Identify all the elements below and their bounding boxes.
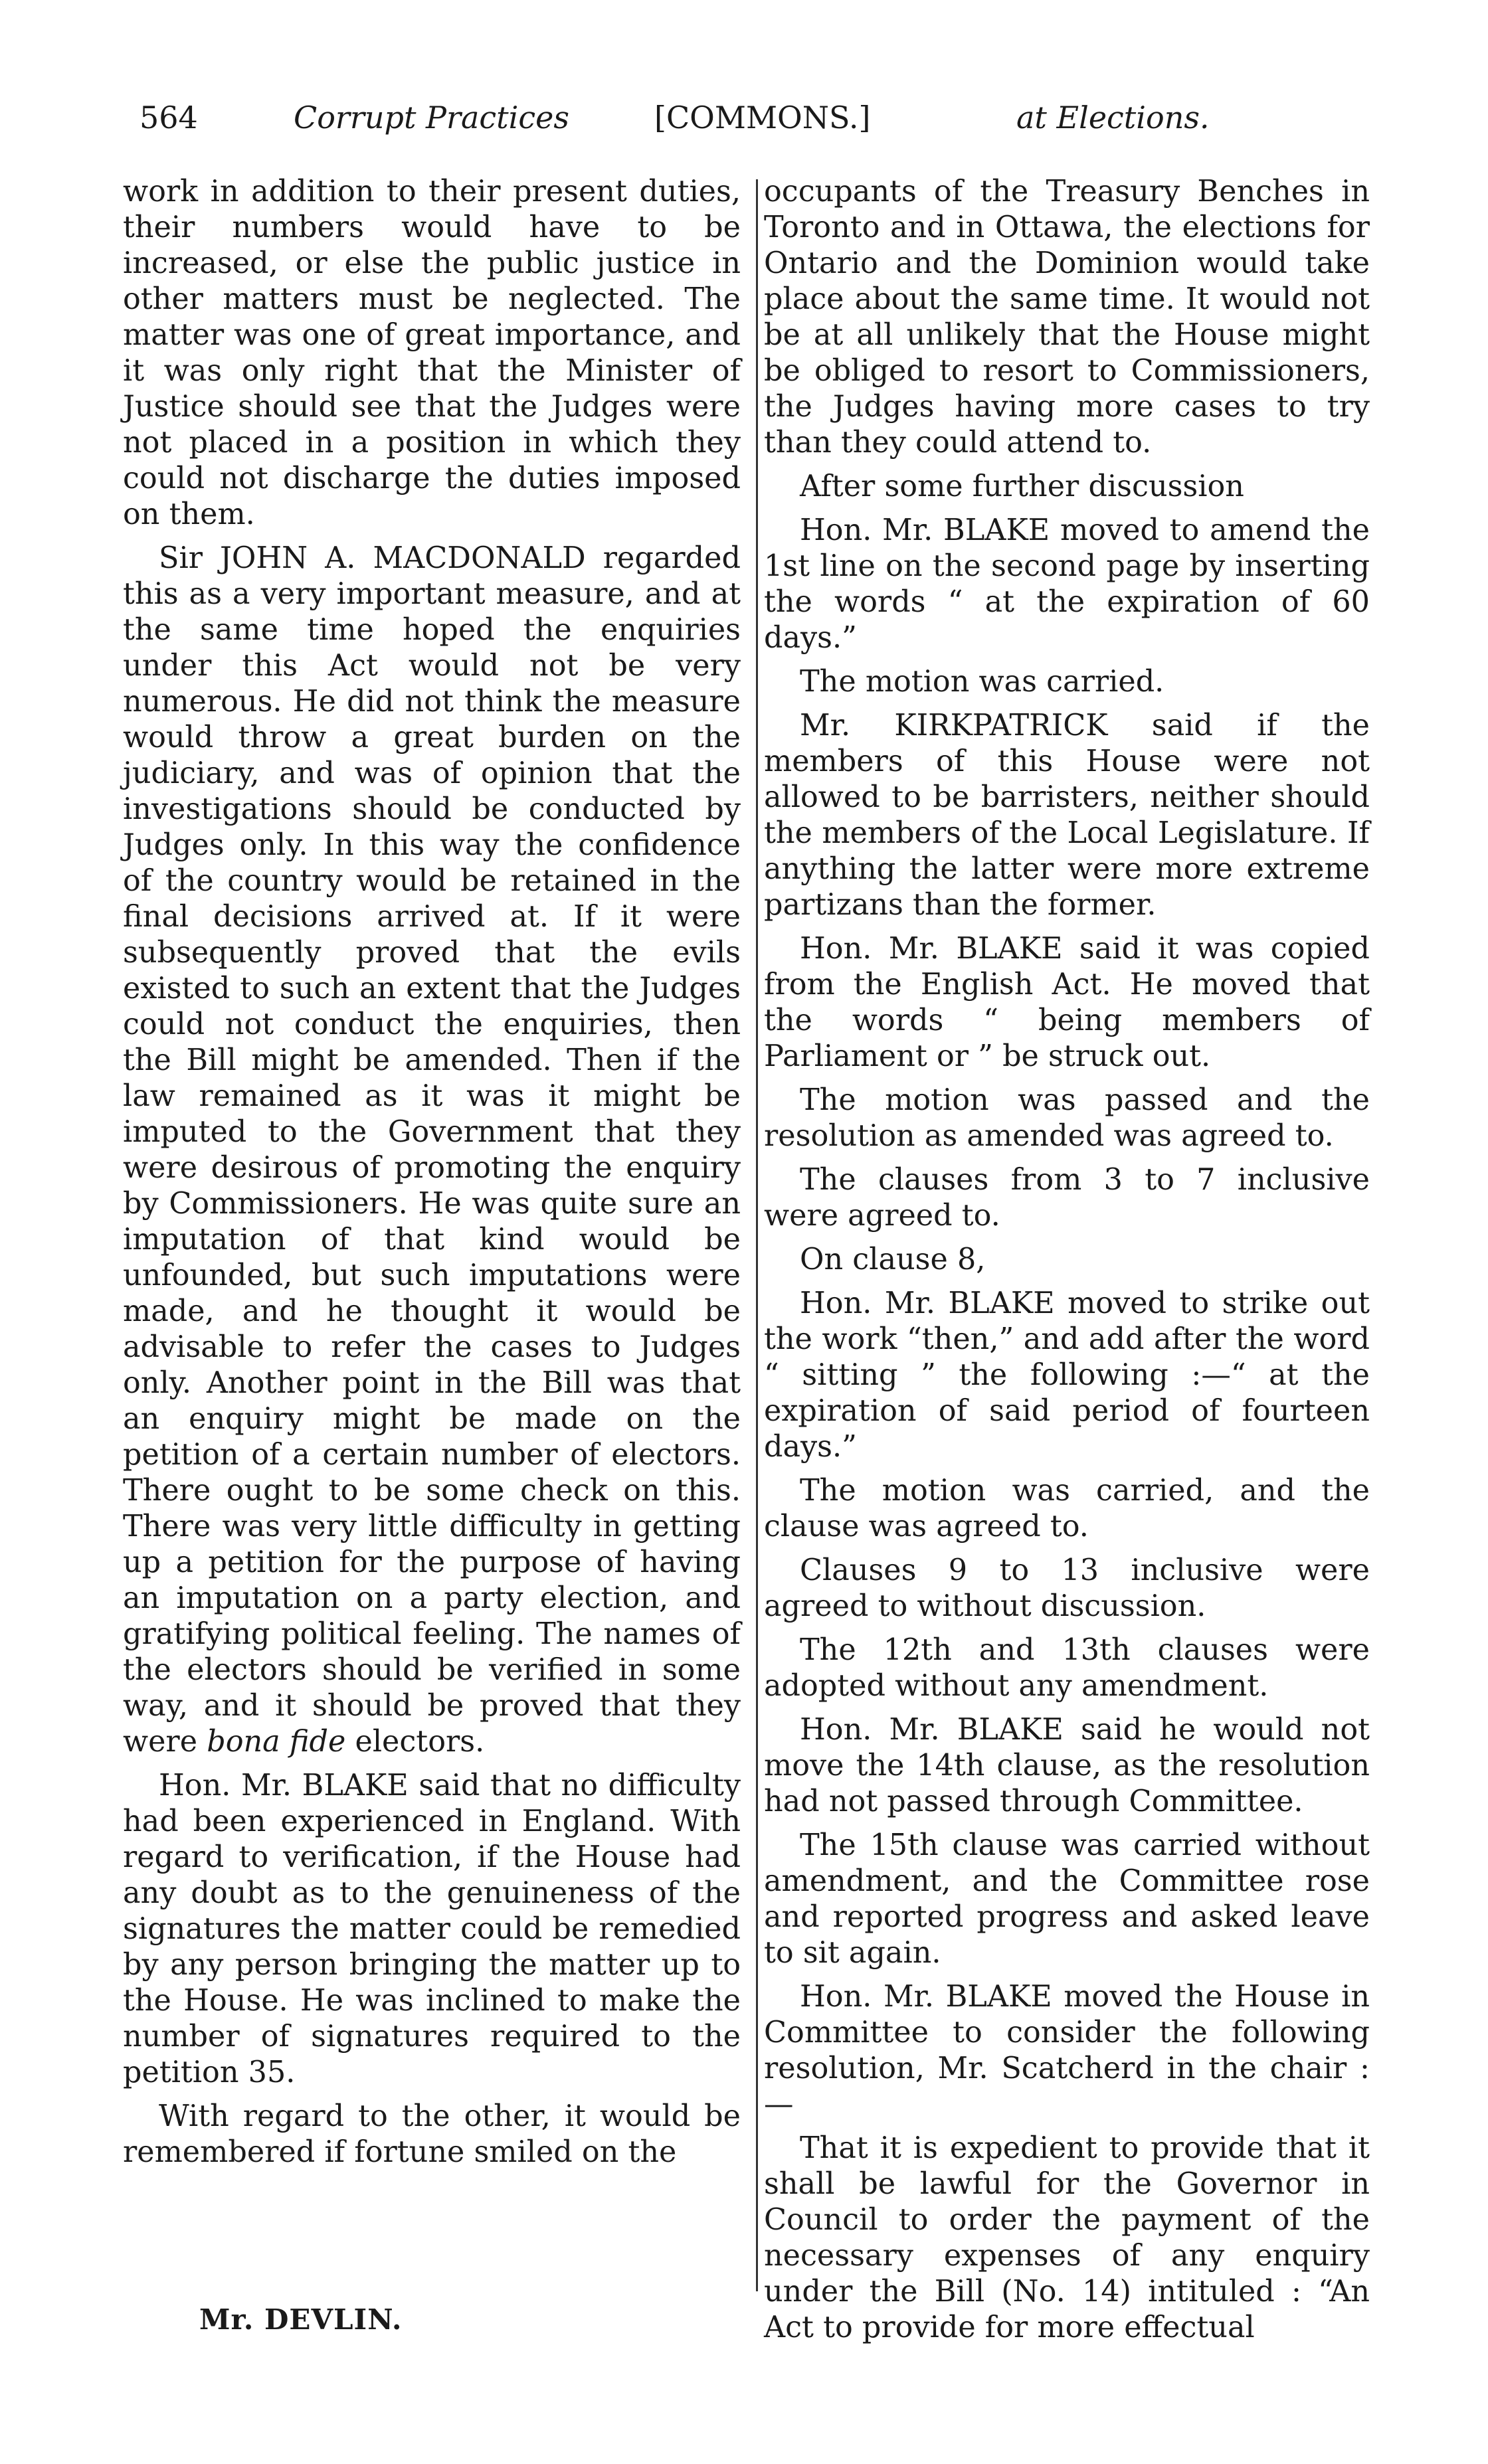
paragraph: Hon. Mr. BLAKE said that no difficulty had been experienced in England. With regard to verification, if the House had any doubt as to the genuineness of the signatures the matter could be remedied by any person bringing the matter up to the House. He was inclined to make the number of signatures required to the petition 35. — [123, 1769, 741, 2089]
paragraph: The motion was passed and the resolution as amended was agreed to. — [764, 1083, 1370, 1153]
column-divider — [756, 179, 758, 2291]
paragraph: The motion was carried, and the clause was agreed to. — [764, 1474, 1370, 1543]
paragraph — [123, 541, 741, 1760]
paragraph: The 15th clause was carried without amendment, and the Committee rose and reported progress and asked leave to sit again. — [764, 1828, 1370, 1970]
paragraph: Hon. Mr. BLAKE moved to strike out the work “then,” and add after the word “ sitting ” the following :—“ at the expiration of said period of fourteen days.” — [764, 1286, 1370, 1464]
right-column — [764, 174, 1370, 2354]
paragraph: The clauses from 3 to 7 inclusive were agreed to. — [764, 1163, 1370, 1233]
paragraph: Mr. KIRKPATRICK said if the members of this House were not allowed to be barristers, neither should the members of the Local Legislature. If anything the latter were more extreme partizans than the former. — [764, 709, 1370, 922]
page-number: 564 — [140, 100, 198, 135]
paragraph: The motion was carried. — [800, 665, 1164, 699]
paragraph: Hon. Mr. BLAKE moved to amend the 1st line on the second page by inserting the words “ at the expiration of 60 days.” — [764, 513, 1370, 655]
paragraph: occupants of the Treasury Benches in Toronto and in Ottawa, the elections for Ontario and the Dominion would take place about the same time. It would not be at all unlikely that the House might be obliged to resort to Commissioners, the Judges having more cases to try than they could attend to. — [764, 175, 1370, 460]
running-title-right: at Elections. — [1016, 100, 1210, 135]
running-title-center: [COMMONS.] — [654, 100, 871, 135]
paragraph: work in addition to their present duties, their numbers would have to be increased, or else the public justice in other matters must be neglected. The matter was one of great importance, and it was only right that the Minister of Justice should see that the Judges were not placed in a position in which they could not discharge the duties imposed on them. — [123, 175, 741, 531]
left-column — [123, 174, 741, 2178]
running-title-left: Corrupt Practices — [294, 100, 569, 135]
paragraph: After some further discussion — [800, 470, 1244, 503]
paragraph: With regard to the other, it would be remembered if fortune smiled on the — [123, 2099, 741, 2169]
paragraph: That it is expedient to provide that it shall be lawful for the Governor in Council to order the payment of the necessary expenses of any enquiry under the Bill (No. 14) intituled : “An Act to provide for more effectual — [764, 2131, 1370, 2344]
italic-phrase: bona fide — [207, 1725, 346, 1759]
paragraph: Hon. Mr. BLAKE said it was copied from the English Act. He moved that the words “ being members of Parliament or ” be struck out. — [764, 932, 1370, 1073]
footer-speaker: Mr. DEVLIN. — [199, 2303, 403, 2336]
paragraph: Hon. Mr. BLAKE said he would not move the 14th clause, as the resolution had not passed through Committee. — [764, 1713, 1370, 1818]
page-header — [140, 100, 1229, 146]
paragraph-text: Sir JOHN A. MACDONALD regarded this as a very important measure, and at the same time hoped the enquiries under this Act would not be very numerous. He did not think the measure would throw a great burden on the judiciary, and was of opinion that the investigations should be conducted by Judges only. In this way the confidence of the country would be retained in the final decisions arrived at. If it were subsequently proved that the evils existed to such an extent that the Judges could not conduct the enquiries, then the Bill might be amended. Then if the law remained as it was it might be imputed to the Government that they were desirous of promoting the enquiry by Commissioners. He was quite sure an imputation of that kind would be unfounded, but such imputations were made, and he thought it would be advisable to refer the cases to Judges only. Another point in the Bill was that an enquiry might be made on the petition of a certain number of electors. There ought to be some check on this. There was very little difficulty in getting up a petition for the purpose of having an imputation on a party election, and gratifying political feeling. The names of the electors should be verified in some way, and it should be proved that they were — [123, 541, 741, 1759]
paragraph: The 12th and 13th clauses were adopted without any amendment. — [764, 1633, 1370, 1703]
paragraph: Clauses 9 to 13 inclusive were agreed to without discussion. — [764, 1553, 1370, 1623]
paragraph: On clause 8, — [800, 1243, 986, 1276]
paragraph: Hon. Mr. BLAKE moved the House in Committee to consider the following resolution, Mr. Scatcherd in the chair :— — [764, 1980, 1370, 2121]
paragraph-text-end: electors. — [355, 1725, 485, 1759]
